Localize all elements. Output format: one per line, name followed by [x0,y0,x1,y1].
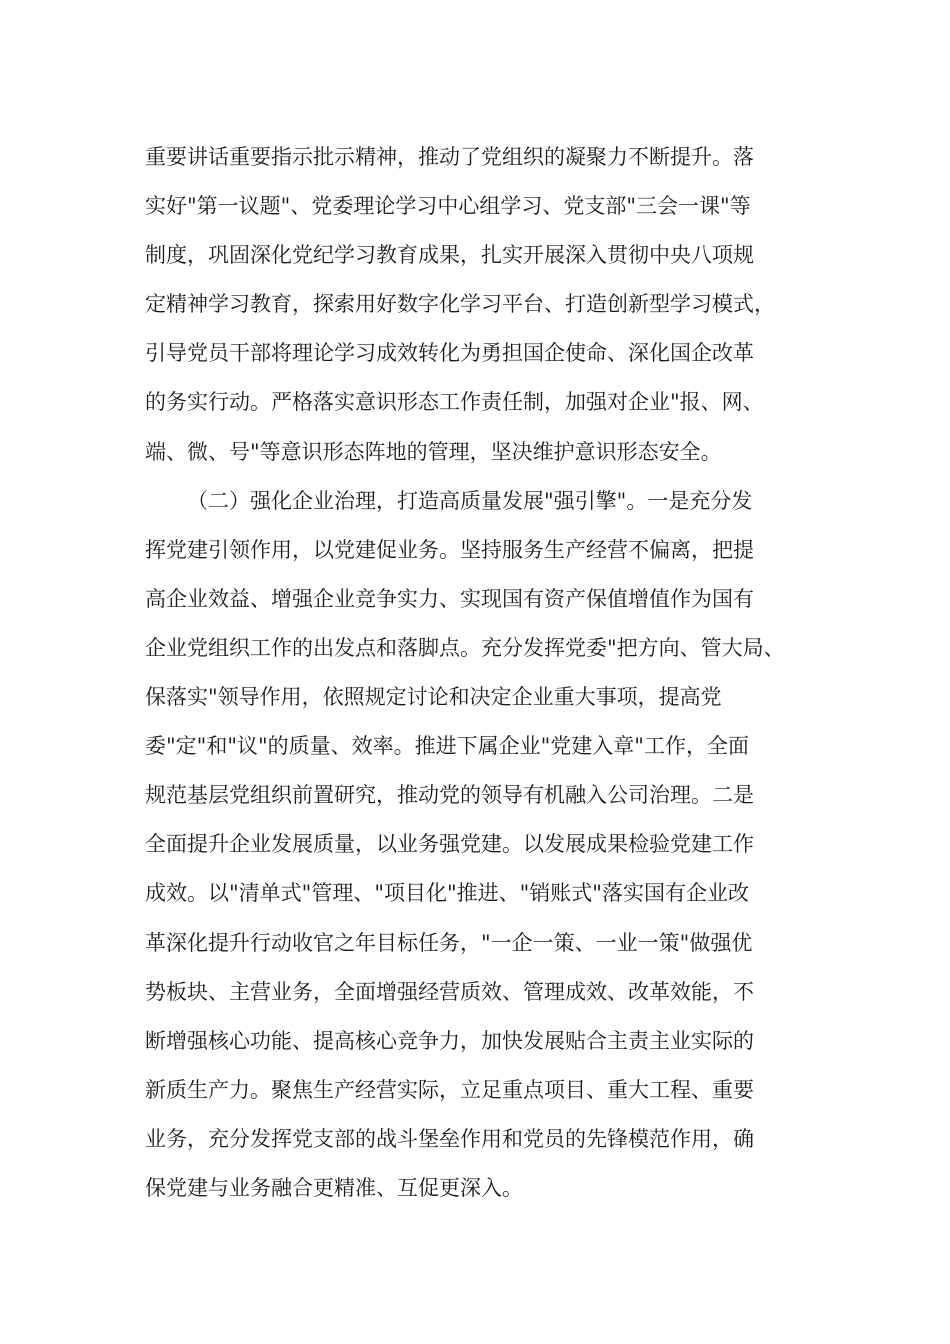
text-line: 规范基层党组织前置研究，推动党的领导有机融入公司治理。二是 [145,783,754,808]
text-line: 委"定"和"议"的质量、效率。推进下属企业"党建入章"工作，全面 [145,734,749,759]
text-line: 端、微、号"等意识形态阵地的管理，坚决维护意识形态安全。 [145,439,722,464]
text-line: 实好"第一议题"、党委理论学习中心组学习、党支部"三会一课"等 [145,194,751,219]
text-line: 势板块、主营业务，全面增强经营质效、管理成效、改革效能，不 [145,979,754,1004]
text-line: 保党建与业务融合更精准、互促更深入。 [145,1175,523,1200]
text-line: 保落实"领导作用，依照规定讨论和决定企业重大事项，提高党 [145,685,722,710]
text-line: 的务实行动。严格落实意识形态工作责任制，加强对企业"报、网、 [145,390,764,415]
text-line: 革深化提升行动收官之年目标任务，"一企一策、一业一策"做强优 [145,930,753,955]
text-line: 新质生产力。聚焦生产经营实际，立足重点项目、重大工程、重要 [145,1077,754,1102]
text-line: 挥党建引领作用，以党建促业务。坚持服务生产经营不偏离，把提 [145,537,754,562]
text-line: 制度，巩固深化党纪学习教育成果，扎实开展深入贯彻中央八项规 [145,243,754,268]
text-line: 重要讲话重要指示批示精神，推动了党组织的凝聚力不断提升。落 [145,145,754,169]
text-line: 成效。以"清单式"管理、"项目化"推进、"销账式"落实国有企业改 [145,881,749,906]
text-line: 断增强核心功能、提高核心竞争力，加快发展贴合主责主业实际的 [145,1028,754,1053]
text-line: 业务，充分发挥党支部的战斗堡垒作用和党员的先锋模范作用，确 [145,1126,754,1151]
body-text [145,133,825,1213]
text-line: 企业党组织工作的出发点和落脚点。充分发挥党委"把方向、管大局、 [145,635,785,660]
text-line: 全面提升企业发展质量，以业务强党建。以发展成果检验党建工作 [145,832,754,857]
text-line: 高企业效益、增强企业竞争实力、实现国有资产保值增值作为国有 [145,586,754,611]
text-line: 定精神学习教育，探索用好数字化学习平台、打造创新型学习模式， [145,292,775,317]
text-line: 引导党员干部将理论学习成效转化为勇担国企使命、深化国企改革 [145,341,754,366]
section-heading-line: （二）强化企业治理，打造高质量发展"强引擎"。一是充分发 [187,488,753,513]
